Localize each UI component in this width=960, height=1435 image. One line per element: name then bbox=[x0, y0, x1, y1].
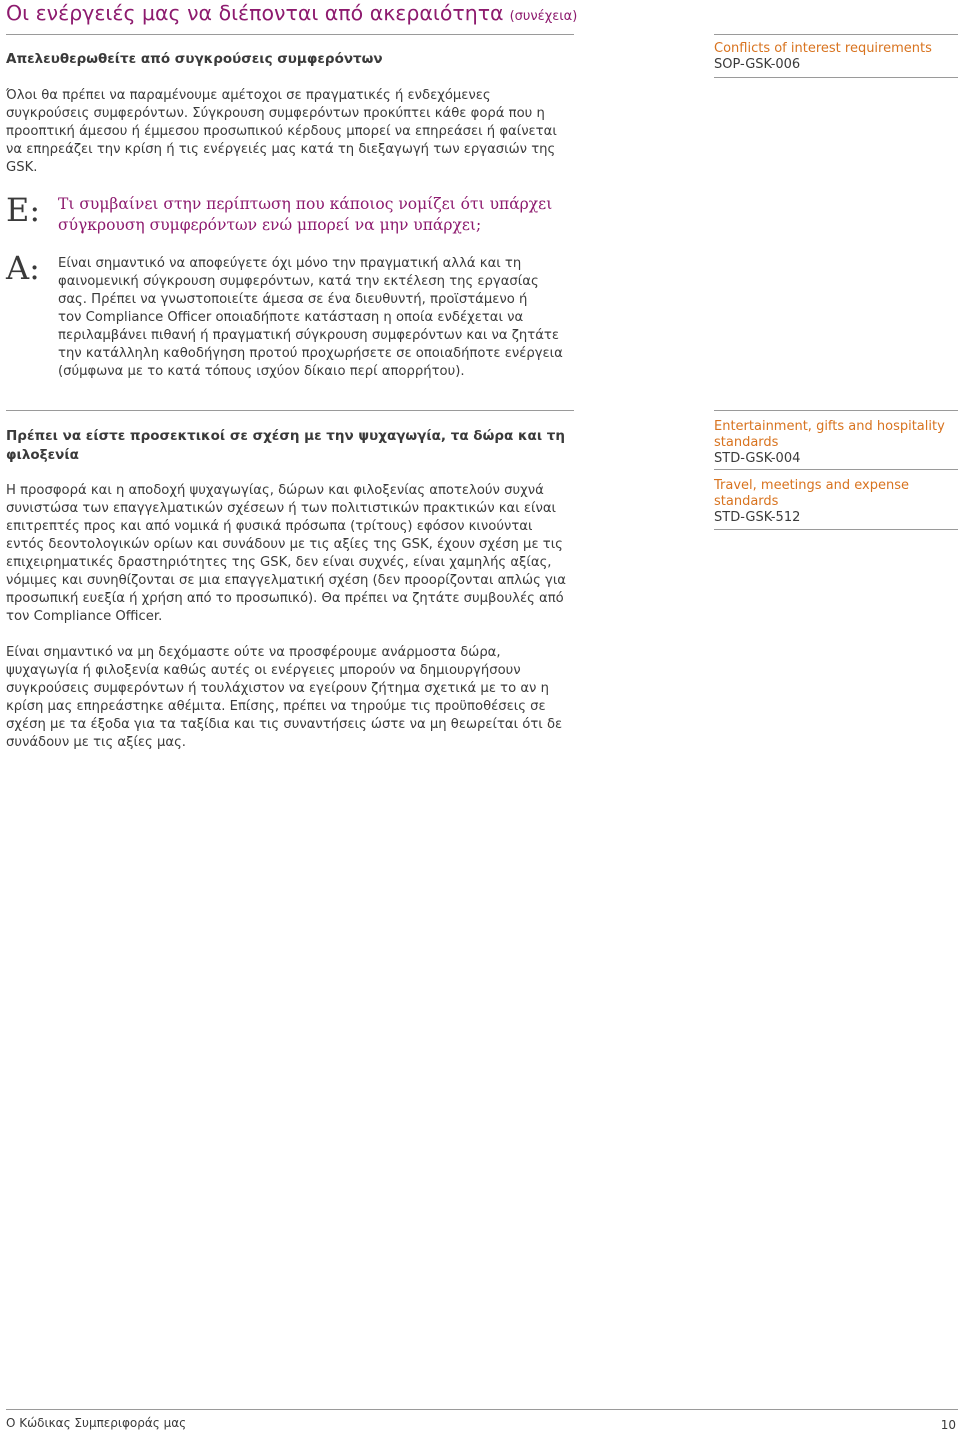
question-letter: Ε: bbox=[6, 191, 41, 229]
section1-paragraph bbox=[6, 87, 576, 177]
sidebar-rule-bottom-1 bbox=[714, 77, 958, 78]
sidebar-link-travel[interactable] bbox=[714, 478, 958, 510]
question-line: σύγκρουση συμφερόντων ενώ μπορεί να μην υπάρχει; bbox=[58, 216, 482, 234]
sidebar-link-entertainment[interactable] bbox=[714, 419, 958, 451]
section2-p2-line: συνάδουν με τις αξίες μας. bbox=[6, 735, 187, 750]
sidebar-rule-top-1 bbox=[714, 34, 958, 35]
answer-text bbox=[58, 255, 578, 381]
answer-line: τον Compliance Officer οποιαδήποτε κατάσταση η οποία ενδέχεται να bbox=[58, 310, 524, 325]
section1-line: προοπτική άμεσου ή έμμεσου προσωπικού κέρδους μπορεί να επηρεάσει ή φαίνεται bbox=[6, 124, 557, 139]
sidebar-link-entertainment-line[interactable]: Entertainment, gifts and hospitality bbox=[714, 419, 945, 434]
footer-document-name: Ο Κώδικας Συμπεριφοράς μας bbox=[6, 1416, 187, 1430]
answer-line: περιλαμβάνει πιθανή ή πραγματική σύγκρουση συμφερόντων και να ζητάτε bbox=[58, 328, 559, 343]
section2-paragraph-1 bbox=[6, 482, 581, 626]
sidebar-rule-top-2 bbox=[714, 410, 958, 411]
section1-heading: Απελευθερωθείτε από συγκρούσεις συμφερόντων bbox=[6, 51, 383, 67]
section2-p1-line: συνιστώσα των επαγγελματικών σχέσεων ή των πολιτιστικών πρακτικών και είναι bbox=[6, 501, 556, 516]
section2-heading-line: φιλοξενία bbox=[6, 447, 79, 463]
footer-page-number: 10 bbox=[940, 1418, 956, 1432]
section2-p2-line: σχέση με τα έξοδα για τα ταξίδια και τις συναντήσεις ώστε να μη θεωρείται ότι δε bbox=[6, 717, 563, 732]
sidebar-rule-bottom-3 bbox=[714, 529, 958, 530]
sidebar-link-conflicts[interactable]: Conflicts of interest requirements bbox=[714, 41, 932, 56]
answer-line: (σύμφωνα με το κατά τόπους ισχύον δίκαιο περί απορρήτου). bbox=[58, 364, 465, 379]
sidebar-code-entertainment: STD-GSK-004 bbox=[714, 451, 801, 466]
section2-top-rule bbox=[6, 410, 574, 411]
sidebar-ref-travel bbox=[714, 478, 958, 526]
answer-line: σας. Πρέπει να γνωστοποιείτε άμεσα σε ένα διευθυντή, προϊστάμενο ή bbox=[58, 292, 528, 307]
section2-p2-line: συγκρούσεις συμφερόντων ή τουλάχιστον να εγείρουν ζήτημα σχετικά με το αν η bbox=[6, 681, 549, 696]
section2-heading-line: Πρέπει να είστε προσεκτικοί σε σχέση με την ψυχαγωγία, τα δώρα και τη bbox=[6, 428, 566, 444]
section1-top-rule bbox=[6, 34, 574, 35]
section2-p1-line: εντός δεοντολογικών ορίων και συνάδουν με τις αξίες της GSK, έχουν σχέση με τις bbox=[6, 537, 563, 552]
section2-p2-line: ψυχαγωγία ή φιλοξενία καθώς αυτές οι ενέργειες μπορούν να δημιουργήσουν bbox=[6, 663, 521, 678]
sidebar-link-travel-line[interactable]: standards bbox=[714, 494, 779, 509]
section2-heading bbox=[6, 427, 576, 465]
section1-line: Όλοι θα πρέπει να παραμένουμε αμέτοχοι σε πραγματικές ή ενδεχόμενες bbox=[6, 88, 491, 103]
sidebar-link-entertainment-line[interactable]: standards bbox=[714, 435, 779, 450]
page-title-suffix: (συνέχεια) bbox=[509, 9, 578, 24]
section2-p1-line: προσωπική ευεξία ή χρήση από το προσωπικό). Θα πρέπει να ζητάτε συμβουλές από bbox=[6, 591, 564, 606]
sidebar-ref-conflicts bbox=[714, 41, 958, 73]
question-line: Τι συμβαίνει στην περίπτωση που κάποιος νομίζει ότι υπάρχει bbox=[58, 195, 553, 213]
answer-letter: Α: bbox=[6, 249, 40, 287]
answer-line: την κατάλληλη καθοδήγηση προτού προχωρήσετε σε οποιαδήποτε ενέργεια bbox=[58, 346, 563, 361]
section2-p1-line: επιτρεπτές προς και από νομικά ή φυσικά πρόσωπα (τρίτους) εφόσον κινούνται bbox=[6, 519, 533, 534]
section2-p2-line: κρίση μας επηρεάστηκε αθέμιτα. Επίσης, πρέπει να τηρούμε τις προϋποθέσεις σε bbox=[6, 699, 546, 714]
footer-rule bbox=[6, 1409, 958, 1410]
section2-paragraph-2 bbox=[6, 644, 581, 752]
section1-line: GSK. bbox=[6, 160, 38, 175]
section2-p1-line: νόμιμες και συνηθίζονται σε μια επαγγελματική σχέση (δεν προορίζονται απλώς για bbox=[6, 573, 566, 588]
sidebar-code-conflicts: SOP-GSK-006 bbox=[714, 57, 801, 72]
answer-line: Είναι σημαντικό να αποφεύγετε όχι μόνο την πραγματική αλλά και τη bbox=[58, 256, 522, 271]
section1-line: συγκρούσεις συμφερόντων. Σύγκρουση συμφερόντων προκύπτει κάθε φορά που η bbox=[6, 106, 545, 121]
sidebar-ref-entertainment bbox=[714, 419, 958, 467]
section2-p1-line: τον Compliance Officer. bbox=[6, 609, 163, 624]
page-title-main: Οι ενέργειές μας να διέπονται από ακεραιότητα bbox=[6, 1, 504, 25]
section2-p1-line: επιχειρηματικές δραστηριότητες της GSK, δεν είναι συχνές, είναι χαμηλής αξίας, bbox=[6, 555, 552, 570]
sidebar-code-travel: STD-GSK-512 bbox=[714, 510, 801, 525]
sidebar-rule-mid-2 bbox=[714, 469, 958, 470]
sidebar-link-travel-line[interactable]: Travel, meetings and expense bbox=[714, 478, 909, 493]
page-title bbox=[6, 1, 577, 25]
question-text bbox=[58, 194, 578, 236]
section2-p2-line: Είναι σημαντικό να μη δεχόμαστε ούτε να προσφέρουμε ανάρμοστα δώρα, bbox=[6, 645, 501, 660]
section2-p1-line: Η προσφορά και η αποδοχή ψυχαγωγίας, δώρων και φιλοξενίας αποτελούν συχνά bbox=[6, 483, 544, 498]
answer-line: φαινομενική σύγκρουση συμφερόντων, κατά την εκτέλεση της εργασίας bbox=[58, 274, 539, 289]
section1-line: να επηρεάζει την κρίση ή τις ενέργειές μας κατά τη διεξαγωγή των εργασιών της bbox=[6, 142, 556, 157]
